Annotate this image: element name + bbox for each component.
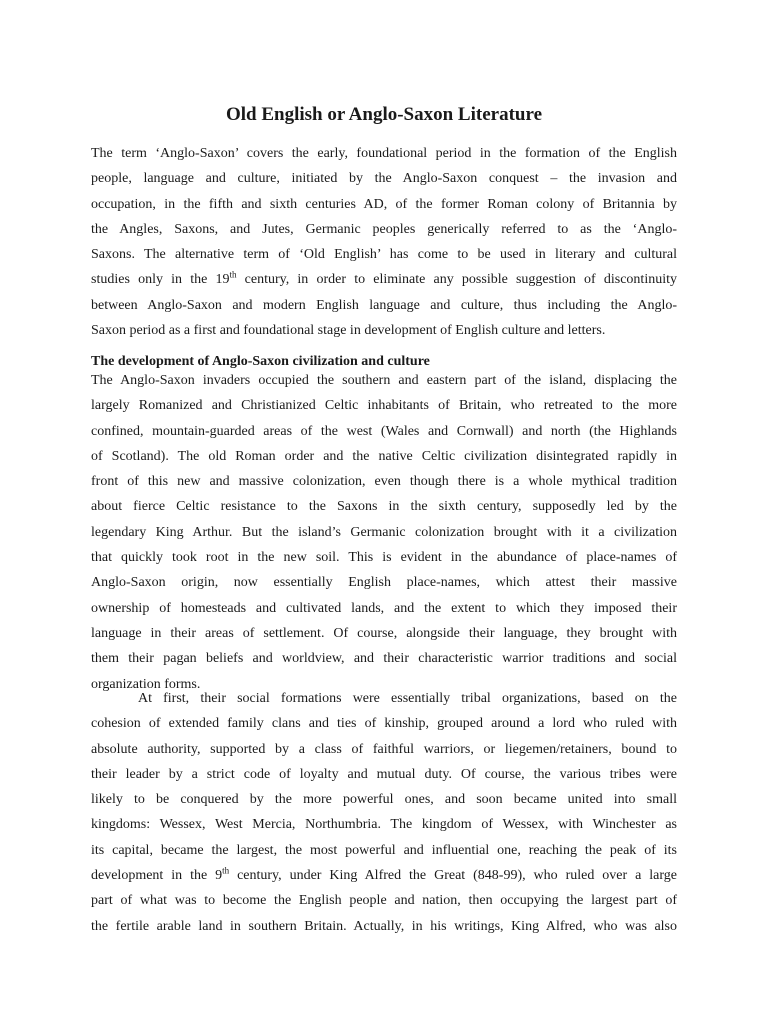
- text-line: between Anglo-Saxon and modern English language and culture, thus including the Anglo-: [91, 297, 677, 313]
- text-line: cohesion of extended family clans and ties of kinship, grouped around a lord who ruled with: [91, 716, 677, 732]
- text-line: part of what was to become the English people and nation, then occupying the largest part of: [91, 893, 677, 909]
- superscript: th: [229, 269, 237, 280]
- text-line: language in their areas of settlement. Of course, alongside their language, they brought with: [91, 625, 677, 641]
- text-fragment: century, under King Alfred the Great (848-99), who ruled over a large: [229, 868, 677, 884]
- superscript: th: [222, 865, 230, 876]
- text-fragment: development in the 9: [91, 868, 223, 884]
- intro-paragraph: [91, 141, 677, 343]
- text-line: The Anglo-Saxon invaders occupied the southern and eastern part of the island, displacing the: [91, 373, 677, 388]
- text-line: likely to be conquered by the more powerful ones, and soon became united into small: [91, 792, 677, 808]
- text-line: that quickly took root in the new soil. This is evident in the abundance of place-names of: [91, 550, 677, 566]
- text-line: its capital, became the largest, the most powerful and influential one, reaching the peak of its: [91, 842, 677, 858]
- text-line: Saxons. The alternative term of ‘Old English’ has come to be used in literary and cultural: [91, 247, 677, 263]
- text-line: At first, their social formations were essentially tribal organizations, based on the: [138, 691, 677, 706]
- text-line: of Scotland). The old Roman order and the native Celtic civilization disintegrated rapidly in: [91, 448, 677, 464]
- text-line: them their pagan beliefs and worldview, and their characteristic warrior traditions and social: [91, 651, 677, 667]
- third-paragraph: [91, 686, 677, 939]
- text-line: absolute authority, supported by a class of faithful warriors, or liegemen/retainers, bound to: [91, 741, 677, 757]
- text-line: Saxon period as a first and foundational stage in development of English culture and letters.: [91, 323, 606, 339]
- text-line: front of this new and massive colonization, even though there is a whole mythical tradition: [91, 474, 677, 490]
- text-line: confined, mountain-guarded areas of the west (Wales and Cornwall) and north (the Highlands: [91, 423, 677, 439]
- text-line: [91, 863, 677, 888]
- text-line: kingdoms: Wessex, West Mercia, Northumbria. The kingdom of Wessex, with Winchester as: [91, 817, 677, 833]
- text-line: occupation, in the fifth and sixth centuries AD, of the former Roman colony of Britannia by: [91, 196, 677, 212]
- text-line: the Angles, Saxons, and Jutes, Germanic peoples generically referred to as the ‘Anglo-: [91, 221, 677, 237]
- text-line: their leader by a strict code of loyalty and mutual duty. Of course, the various tribes were: [91, 766, 677, 782]
- text-line: about fierce Celtic resistance to the Saxons in the sixth century, supposedly led by the: [91, 499, 677, 515]
- text-fragment: century, in order to eliminate any possible suggestion of discontinuity: [236, 272, 677, 288]
- text-line: legendary King Arthur. But the island’s Germanic colonization brought with it a civilization: [91, 524, 677, 540]
- text-line: organization forms.: [91, 676, 201, 692]
- text-line: the fertile arable land in southern Britain. Actually, in his writings, King Alfred, who was also: [91, 918, 677, 934]
- text-line: [91, 267, 677, 292]
- text-line: largely Romanized and Christianized Celtic inhabitants of Britain, who retreated to the more: [91, 398, 677, 414]
- text-fragment: studies only in the 19: [91, 272, 230, 288]
- section-heading: The development of Anglo-Saxon civilization and culture: [91, 354, 430, 369]
- text-line: people, language and culture, initiated by the Anglo-Saxon conquest – the invasion and: [91, 171, 677, 187]
- text-line: ownership of homesteads and cultivated lands, and the extent to which they imposed their: [91, 600, 677, 616]
- text-line: The term ‘Anglo-Saxon’ covers the early, foundational period in the formation of the English: [91, 146, 677, 161]
- text-line: Anglo-Saxon origin, now essentially English place-names, which attest their massive: [91, 575, 677, 591]
- document-title: Old English or Anglo-Saxon Literature: [225, 104, 542, 125]
- section-paragraph: [91, 368, 677, 697]
